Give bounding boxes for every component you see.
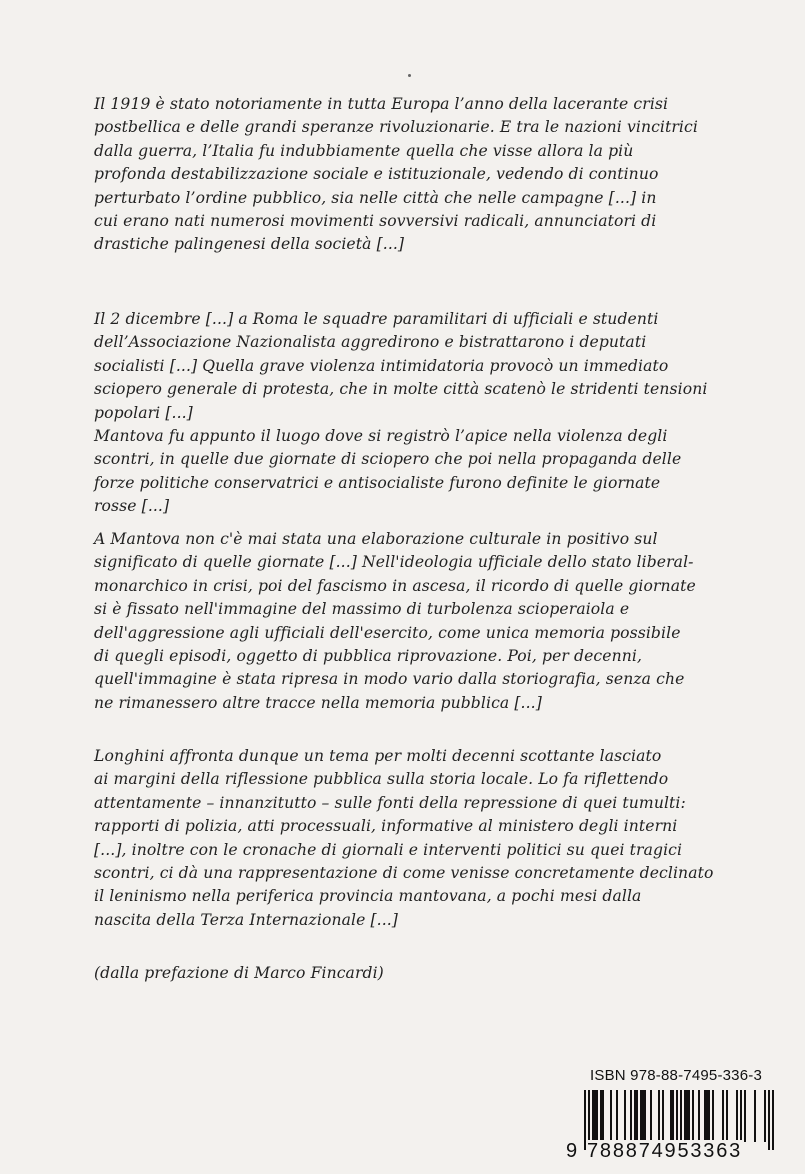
text-line: Longhini affronta dunque un tema per molti decenni scottante lasciato <box>94 747 662 765</box>
text-line: scontri, in quelle due giornate di sciopero che poi nella propaganda delle <box>94 450 682 469</box>
paragraph-3 <box>94 528 716 715</box>
barcode-bar <box>736 1090 738 1142</box>
text-line: [...], inoltre con le cronache di giornali e interventi politici su quei tragici <box>94 840 683 859</box>
paragraph-1 <box>94 93 716 257</box>
barcode-bar <box>712 1090 714 1142</box>
text-line: socialisti [...] Quella grave violenza intimidatoria provocò un immediato <box>94 356 669 375</box>
barcode-bar <box>698 1090 700 1142</box>
barcode-bar <box>662 1090 664 1142</box>
text-line: drastiche palingenesi della società [...] <box>94 235 405 254</box>
text-line: dell’Associazione Nazionalista aggredirono e bistrattarono i deputati <box>94 333 647 352</box>
text-line: Il 1919 è stato notoriamente in tutta Europa l’anno della lacerante crisi <box>94 95 669 113</box>
barcode-bar <box>642 1090 644 1142</box>
text-line: postbellica e delle grandi speranze rivoluzionarie. E tra le nazioni vincitrici <box>94 118 698 137</box>
barcode-bar <box>634 1090 636 1142</box>
barcode-bar <box>704 1090 706 1142</box>
barcode-bar <box>684 1090 686 1142</box>
barcode-bar <box>740 1090 742 1142</box>
text-line: di quegli episodi, oggetto di pubblica riprovazione. Poi, per decenni, <box>94 647 643 666</box>
text-line: scontri, ci dà una rappresentazione di come venisse concretamente declinato <box>94 864 714 883</box>
barcode-bar <box>686 1090 688 1142</box>
text-line: il leninismo nella periferica provincia mantovana, a pochi mesi dalla <box>94 887 642 906</box>
text-line: Mantova fu appunto il luogo dove si registrò l’apice nella violenza degli <box>94 427 668 446</box>
text-line: attentamente – innanzitutto – sulle fonti della repressione di quei tumulti: <box>94 793 686 812</box>
barcode-bar <box>672 1090 674 1142</box>
barcode-first-digit: 9 <box>566 1140 579 1162</box>
barcode-bar <box>722 1090 724 1142</box>
barcode-bar <box>706 1090 708 1142</box>
text-line: rosse [...] <box>94 497 170 516</box>
barcode-bar <box>726 1090 728 1142</box>
barcode-bar <box>644 1090 646 1142</box>
isbn-barcode <box>566 1090 792 1168</box>
barcode-bar <box>624 1090 626 1142</box>
barcode-guard-bar <box>772 1090 774 1150</box>
text-line: forze politiche conservatrici e antisocialiste furono definite le giornate <box>94 473 661 492</box>
text-line: dalla guerra, l’Italia fu indubbiamente quella che visse allora la più <box>94 141 634 160</box>
text-line: Il 2 dicembre [...] a Roma le squadre paramilitari di ufficiali e studenti <box>94 310 659 328</box>
isbn-label: ISBN 978-88-7495-336-3 <box>590 1067 763 1084</box>
text-line: si è fissato nell'immagine del massimo di turbolenza scioperaiola e <box>94 600 630 619</box>
barcode-bar <box>596 1090 598 1142</box>
barcode-bar <box>708 1090 710 1142</box>
text-line: cui erano nati numerosi movimenti sovversivi radicali, annunciatori di <box>94 212 657 231</box>
barcode-bar <box>692 1090 694 1142</box>
barcode-digit-string: 788874953363 <box>587 1140 743 1162</box>
attribution-text: (dalla prefazione di Marco Fincardi) <box>94 964 384 982</box>
barcode-bar <box>600 1090 602 1142</box>
barcode-bar <box>744 1090 746 1142</box>
text-line: perturbato l’ordine pubblico, sia nelle città che nelle campagne [...] in <box>94 188 657 207</box>
text-line: ai margini della riflessione pubblica sulla storia locale. Lo fa riflettendo <box>94 770 669 789</box>
barcode-bar <box>688 1090 690 1142</box>
text-line: significato di quelle giornate [...] Nell'ideologia ufficiale dello stato liberal- <box>94 553 694 572</box>
barcode-bar <box>650 1090 652 1142</box>
barcode-bar <box>658 1090 660 1142</box>
barcode-bar <box>616 1090 618 1142</box>
text-line: popolari [...] <box>94 403 193 422</box>
barcode-bar <box>640 1090 642 1142</box>
barcode-bar <box>610 1090 612 1142</box>
text-line: rapporti di polizia, atti processuali, informative al ministero degli interni <box>94 817 678 836</box>
text-line: monarchico in crisi, poi del fascismo in ascesa, il ricordo di quelle giornate <box>94 576 696 595</box>
paragraph-4 <box>94 745 716 932</box>
paragraph-2 <box>94 308 716 519</box>
text-line: nascita della Terza Internazionale [...] <box>94 910 398 929</box>
text-line: profonda destabilizzazione sociale e istituzionale, vedendo di continuo <box>94 165 659 184</box>
printer-dot <box>408 74 411 77</box>
barcode-bar <box>592 1090 594 1142</box>
barcode-bar <box>602 1090 604 1142</box>
text-line: ne rimanessero altre tracce nella memoria pubblica [...] <box>94 693 542 712</box>
text-line: sciopero generale di protesta, che in molte città scatenò le stridenti tensioni <box>94 380 708 399</box>
barcode-guard-bar <box>768 1090 770 1150</box>
barcode-bar <box>754 1090 756 1142</box>
barcode-bar <box>670 1090 672 1142</box>
text-line: A Mantova non c'è mai stata una elaborazione culturale in positivo sul <box>94 530 658 548</box>
barcode-bar <box>630 1090 632 1142</box>
barcode-bar <box>594 1090 596 1142</box>
barcode-bar <box>764 1090 766 1142</box>
text-line: quell'immagine è stata ripresa in modo vario dalla storiografia, senza che <box>94 670 685 689</box>
text-line: dell'aggressione agli ufficiali dell'esercito, come unica memoria possibile <box>94 623 681 642</box>
attribution <box>94 962 716 985</box>
barcode-bar <box>636 1090 638 1142</box>
